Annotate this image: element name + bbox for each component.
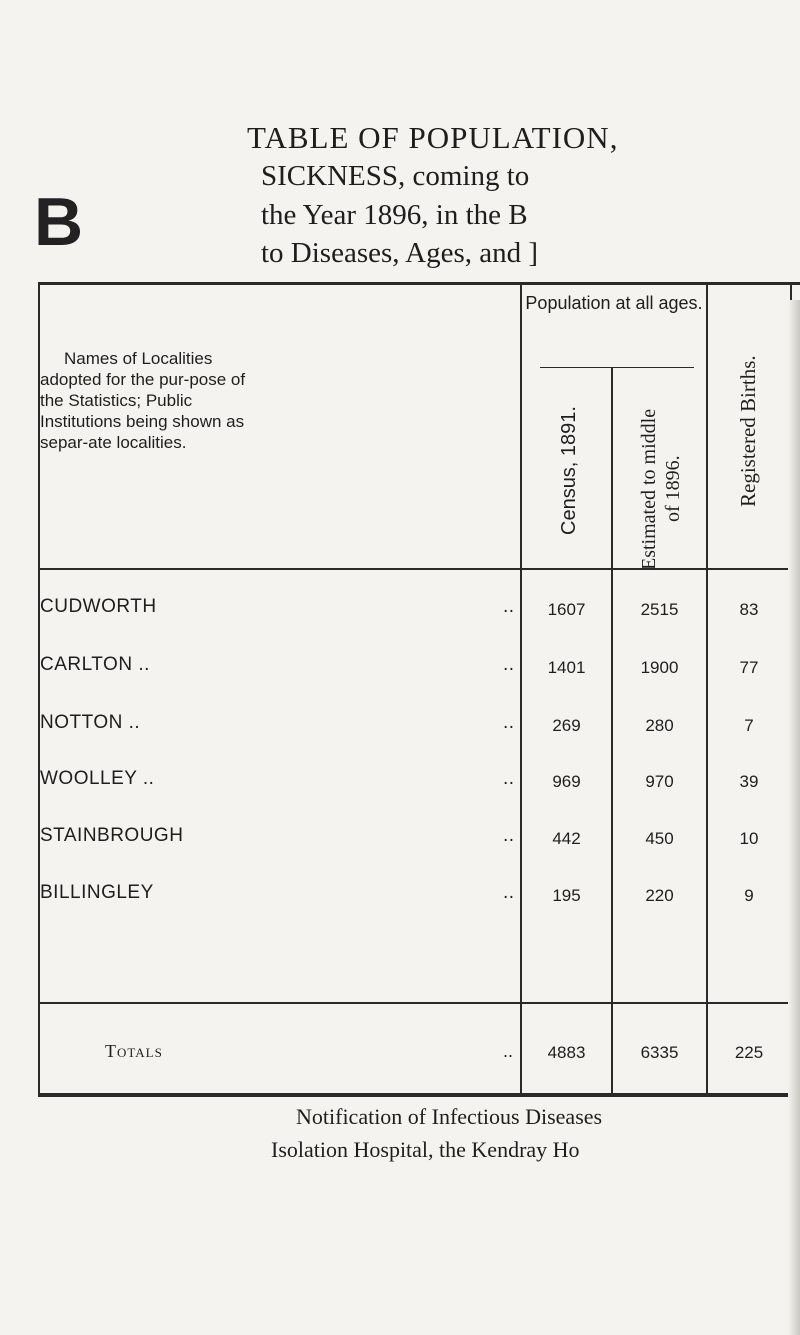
estimated-value: 2515	[640, 600, 679, 619]
totals-estimated: 6335	[640, 1043, 679, 1062]
totals-births: 225	[734, 1043, 764, 1062]
census-header: Census, 1891.	[558, 406, 580, 535]
estimated-header-line2: of 1896.	[662, 455, 684, 522]
estimated-value: 280	[645, 716, 674, 735]
isolation-hospital-line: Isolation Hospital, the Kendray Ho	[271, 1137, 580, 1162]
census-value: 969	[552, 772, 581, 791]
estimated-header	[637, 409, 685, 570]
census-value: 1607	[547, 600, 586, 619]
section-letter: B	[34, 184, 84, 260]
table-top-rule	[38, 282, 800, 285]
births-value: 10	[739, 829, 759, 848]
births-value: 39	[739, 772, 759, 791]
census-value: 1401	[547, 658, 586, 677]
table-bottom-rule	[38, 1093, 792, 1097]
estimated-value: 1900	[640, 658, 679, 677]
pop-group-rule	[540, 367, 694, 368]
localities-header-rest: adopted for the pur-pose of the Statistics; Public Institutions being shown as separ-ate localities.	[40, 370, 246, 452]
census-value: 269	[552, 716, 581, 735]
totals-top-rule	[38, 1002, 792, 1004]
census-value: 195	[552, 886, 581, 905]
census-value: 442	[552, 829, 581, 848]
births-value: 9	[744, 886, 754, 905]
estimated-value: 450	[645, 829, 674, 848]
col-rule-3	[706, 282, 708, 1094]
page-edge-shadow	[788, 300, 800, 1335]
title-line-4: to Diseases, Ages, and ]	[261, 237, 539, 269]
table-title: TABLE OF POPULATION,	[247, 120, 619, 155]
localities-header-line1: Names of Localities	[64, 349, 213, 368]
births-value: 7	[744, 716, 754, 735]
births-header: Registered Births.	[736, 355, 760, 507]
localities-header	[40, 348, 520, 453]
population-header: Population at all ages.	[525, 293, 703, 313]
births-value: 77	[739, 658, 759, 677]
notification-heading: Notification of Infectious Diseases	[296, 1104, 603, 1129]
estimated-value: 220	[645, 886, 674, 905]
births-value: 83	[739, 600, 759, 619]
col-rule-1	[520, 282, 522, 1094]
estimated-header-line1: Estimated to middle	[638, 408, 660, 570]
title-line-3: the Year 1896, in the B	[261, 199, 528, 231]
title-line-2: SICKNESS, coming to	[261, 160, 530, 192]
totals-census: 4883	[547, 1043, 586, 1062]
estimated-value: 970	[645, 772, 674, 791]
